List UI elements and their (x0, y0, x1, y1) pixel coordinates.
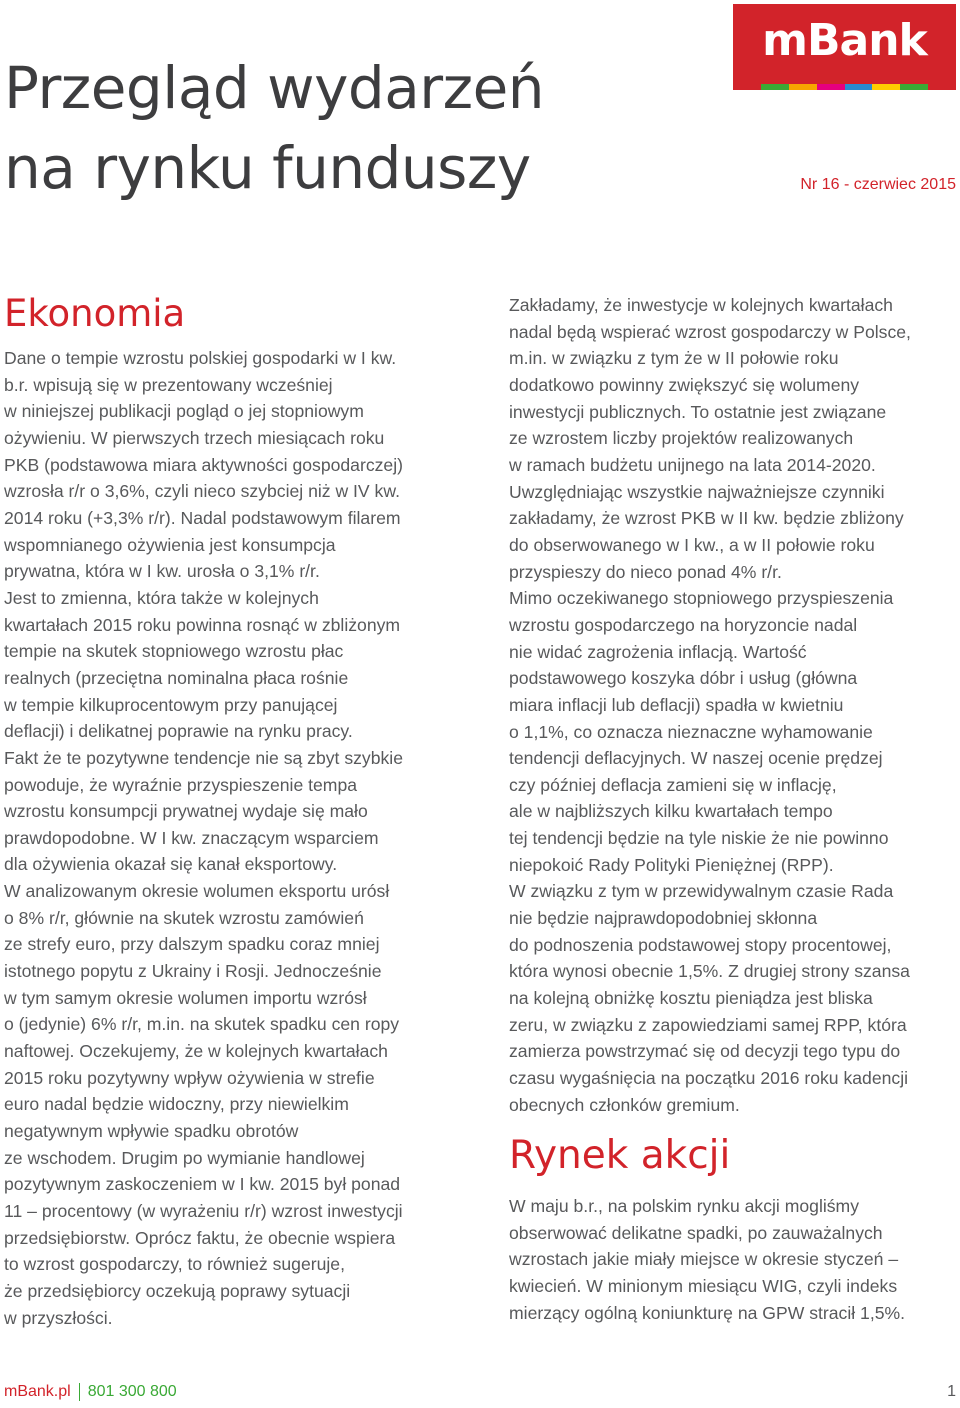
text-line: do obserwowanego w I kw., a w II połowie roku (509, 534, 875, 555)
text-line: tendencji deflacyjnych. W naszej ocenie prędzej (509, 748, 883, 769)
footer (4, 1380, 956, 1404)
text-line: W maju b.r., na polskim rynku akcji mogliśmy (509, 1196, 860, 1216)
economy-text-right (509, 292, 957, 1118)
text-line: deflacji) i delikatnej poprawie na rynku pracy. (4, 721, 353, 742)
text-line: b.r. wpisują się w prezentowany wcześniej (4, 374, 333, 395)
text-line: dodatkowo powinny zwiększyć się wolumeny (509, 374, 860, 395)
text-line: nie będzie najprawdopodobniej skłonna (509, 908, 818, 929)
text-line: Fakt że te pozytywne tendencje nie są zbyt szybkie (4, 747, 403, 768)
text-line: 11 – procentowy (w wyrażeniu r/r) wzrost inwestycji (4, 1201, 403, 1221)
logo-stripe (789, 84, 817, 90)
text-line: istotnego popytu z Ukrainy i Rosji. Jednocześnie (4, 961, 382, 982)
text-line: tej tendencji będzie na tyle niskie że nie powinno (509, 828, 889, 849)
text-line: o (jedynie) 6% r/r, m.in. na skutek spadku cen ropy (4, 1014, 400, 1035)
text-line: miara inflacji lub deflacji) spadła w kwietniu (509, 694, 844, 715)
logo-color-stripes (733, 84, 956, 90)
text-line: w ramach budżetu unijnego na lata 2014-2020. (509, 454, 876, 475)
text-line: mierzący ogólną koniunkturę na GPW stracił 1,5%. (509, 1302, 906, 1323)
text-line: do podnoszenia podstawowej stopy procentowej, (509, 934, 892, 955)
text-line: ze strefy euro, przy dalszym spadku coraz mniej (4, 934, 380, 955)
text-line: prywatna, która w I kw. urosła o 3,1% r/r. (4, 561, 320, 582)
logo-stripe (733, 84, 761, 90)
text-line: w tym samym okresie wolumen importu wzrósł (4, 987, 367, 1008)
text-line: zamierza powstrzymać się od decyzji tego typu do (509, 1041, 901, 1062)
logo-text: mBank (762, 15, 927, 66)
text-line: W związku z tym w przewidywalnym czasie Rada (509, 881, 894, 902)
logo-stripe (900, 84, 928, 90)
text-line: negatywnym wpływie spadku obrotów (4, 1121, 299, 1142)
text-line: przyspieszy do nieco ponad 4% r/r. (509, 561, 782, 582)
text-line: czy później deflacja zamieni się w inflację, (509, 774, 837, 795)
text-line: o 1,1%, co oznacza nieznaczne wyhamowanie (509, 721, 873, 742)
logo-stripe (845, 84, 873, 90)
text-line: ożywieniu. W pierwszych trzech miesiącach roku (4, 427, 385, 448)
text-line: kwartałach 2015 roku powinna rosnąć w zbliżonym (4, 614, 401, 635)
logo-stripe (817, 84, 845, 90)
footer-phone[interactable]: 801 300 800 (87, 1383, 177, 1400)
footer-site-link[interactable]: mBank.pl (4, 1383, 71, 1400)
text-line: nadal będą wspierać wzrost gospodarczy w Polsce, (509, 321, 911, 342)
section-title-economy: Ekonomia (4, 292, 186, 335)
text-line: inwestycji publicznych. To ostatnie jest związane (509, 401, 887, 422)
section-title-stock-market: Rynek akcji (509, 1133, 731, 1178)
text-line: nie widać zagrożenia inflacją. Wartość (509, 641, 807, 662)
text-line: realnych (przeciętna nominalna płaca rośnie (4, 667, 349, 688)
logo-stripe (928, 84, 956, 90)
text-line: Dane o tempie wzrostu polskiej gospodarki w I kw. (4, 348, 397, 368)
title-line-2: na rynku funduszy (4, 134, 531, 202)
text-line: ale w najbliższych kilku kwartałach tempo (509, 801, 833, 822)
text-line: 2015 roku pozytywny wpływ ożywienia w strefie (4, 1067, 375, 1088)
text-line: kwiecień. W minionym miesiącu WIG, czyli indeks (509, 1275, 898, 1296)
text-line: obecnych członków gremium. (509, 1094, 740, 1115)
text-line: dla ożywienia okazał się kanał eksportowy. (4, 854, 338, 875)
text-line: Mimo oczekiwanego stopniowego przyspieszenia (509, 588, 894, 609)
text-line: zeru, w związku z zapowiedziami samej RPP, która (509, 1014, 907, 1035)
text-line: pozytywnym zaskoczeniem w I kw. 2015 był ponad (4, 1174, 401, 1195)
text-line: wzrostu gospodarczego na horyzoncie nadal (509, 614, 858, 635)
text-line: na kolejną obniżkę kosztu pieniądza jest bliska (509, 988, 873, 1009)
text-line: że przedsiębiorcy oczekują poprawy sytuacji (4, 1280, 351, 1301)
text-line: euro nadal będzie widoczny, przy niewielkim (4, 1094, 349, 1115)
text-line: to wzrost gospodarczy, to również sugeruje, (4, 1254, 345, 1275)
text-line: naftowej. Oczekujemy, że w kolejnych kwartałach (4, 1041, 388, 1062)
text-line: PKB (podstawowa miara aktywności gospodarczej) (4, 454, 403, 475)
text-line: obserwować delikatne spadki, po zauważalnych (509, 1222, 883, 1243)
text-line: o 8% r/r, głównie na skutek wzrostu zamówień (4, 907, 364, 928)
text-line: niepokoić Rady Polityki Pieniężnej (RPP). (509, 854, 834, 875)
text-line: prawdopodobne. W I kw. znaczącym wsparciem (4, 827, 379, 848)
footer-divider (79, 1383, 80, 1401)
text-line: 2014 roku (+3,3% r/r). Nadal podstawowym filarem (4, 507, 401, 528)
text-line: zakładamy, że wzrost PKB w II kw. będzie zbliżony (509, 508, 904, 529)
logo-stripe (761, 84, 789, 90)
text-line: Jest to zmienna, która także w kolejnych (4, 587, 319, 608)
text-line: ze wschodem. Drugim po wymianie handlowej (4, 1147, 365, 1168)
text-line: tempie na skutek stopniowego wzrostu płac (4, 641, 344, 662)
mbank-logo[interactable] (733, 4, 956, 90)
issue-number: Nr 16 - czerwiec 2015 (800, 176, 956, 193)
text-line: Uwzględniając wszystkie najważniejsze czynniki (509, 481, 885, 502)
text-line: wzrostach jakie miały miejsce w okresie styczeń – (509, 1249, 899, 1270)
title-line-1: Przegląd wydarzeń (4, 54, 545, 122)
text-line: w tempie kilkuprocentowym przy panującej (4, 694, 338, 715)
text-line: w niniejszej publikacji pogląd o jej stopniowym (4, 401, 364, 422)
text-line: wspomnianego ożywienia jest konsumpcja (4, 534, 336, 555)
text-line: Zakładamy, że inwestycje w kolejnych kwartałach (509, 295, 893, 315)
text-line: która wynosi obecnie 1,5%. Z drugiej strony szansa (509, 961, 910, 982)
text-line: przedsiębiorstw. Oprócz faktu, że obecnie wspiera (4, 1227, 396, 1248)
text-line: wzrosła r/r o 3,6%, czyli nieco szybciej niż w IV kw. (4, 481, 400, 502)
page-title (4, 48, 544, 208)
text-line: W analizowanym okresie wolumen eksportu urósł (4, 881, 390, 902)
text-line: m.in. w związku z tym że w II połowie roku (509, 348, 839, 369)
text-line: powoduje, że wyraźnie przyspieszenie tempa (4, 774, 358, 795)
economy-text-left (4, 345, 456, 1331)
text-line: czasu wygaśnięcia na początku 2016 roku kadencji (509, 1068, 909, 1089)
text-line: podstawowego koszyka dóbr i usług (główna (509, 668, 858, 689)
text-line: wzrostu konsumpcji prywatnej wydaje się mało (4, 801, 368, 822)
page-number: 1 (947, 1383, 956, 1400)
logo-stripe (872, 84, 900, 90)
text-line: w przyszłości. (4, 1307, 113, 1328)
text-line: ze wzrostem liczby projektów realizowanych (509, 428, 854, 449)
stock-market-text (509, 1193, 957, 1326)
